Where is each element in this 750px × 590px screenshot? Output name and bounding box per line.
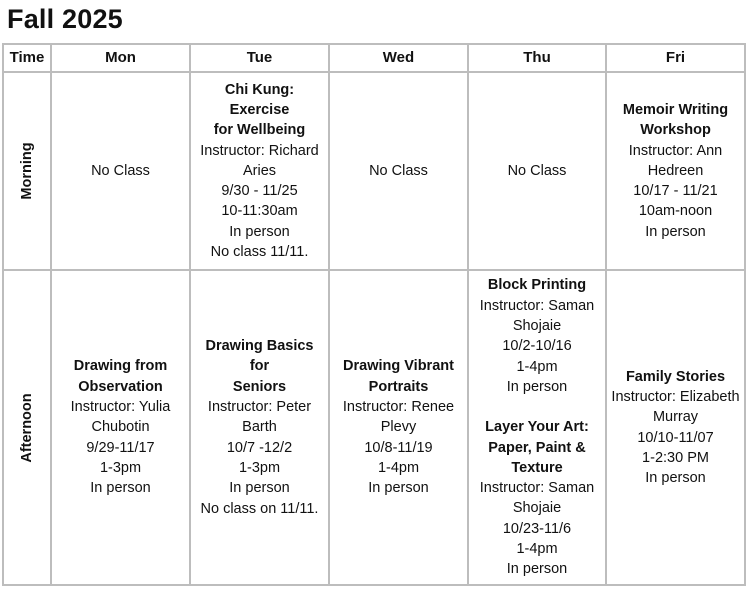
class-detail-line: In person xyxy=(229,223,290,240)
class-title-line: Chi Kung: Exercise xyxy=(224,81,295,118)
class-detail-line: In person xyxy=(368,480,429,497)
class-detail-line: Shojaie xyxy=(512,318,562,335)
time-label-morning: Morning xyxy=(18,142,35,200)
header-mon: Mon xyxy=(51,44,190,72)
class-block-printing xyxy=(473,275,601,397)
class-detail-line: In person xyxy=(229,480,290,497)
class-detail-line: 1-2:30 PM xyxy=(642,449,709,466)
class-detail-line: Instructor: Elizabeth xyxy=(611,388,740,405)
class-detail-line: 10/10-11/07 xyxy=(637,429,714,446)
class-detail-line: 10/2-10/16 xyxy=(502,338,572,355)
class-detail-line: 10-11:30am xyxy=(221,203,298,220)
cell-morning-fri xyxy=(606,72,745,270)
class-detail-line: 10/23-11/6 xyxy=(502,520,572,537)
time-label-cell xyxy=(3,270,51,585)
header-tue: Tue xyxy=(190,44,329,72)
class-layer-your-art xyxy=(473,417,601,579)
class-detail-line: 10/8-11/19 xyxy=(364,439,433,456)
class-detail-line: 1-4pm xyxy=(377,459,420,476)
cell-afternoon-wed xyxy=(329,270,468,585)
cell-afternoon-fri xyxy=(606,270,745,585)
class-title-line: Observation xyxy=(78,378,163,395)
class-title-line: Memoir Writing xyxy=(622,101,729,118)
header-thu: Thu xyxy=(468,44,606,72)
header-fri: Fri xyxy=(606,44,745,72)
row-morning xyxy=(3,72,745,270)
class-title-line: Seniors xyxy=(232,378,287,395)
class-title-line: Workshop xyxy=(640,122,711,139)
time-label-afternoon: Afternoon xyxy=(18,392,35,463)
class-title-line: Family Stories xyxy=(625,368,726,385)
class-title-line: Drawing Basics for xyxy=(205,338,314,375)
class-detail-line: Instructor: Richard xyxy=(200,142,319,159)
class-detail-line: 1-3pm xyxy=(99,459,142,476)
class-detail-line: Instructor: Peter xyxy=(207,399,312,416)
class-detail-line: Instructor: Yulia xyxy=(70,399,171,416)
class-detail-line: Plevy xyxy=(380,419,417,436)
class-title-line: Block Printing xyxy=(487,277,587,294)
cell-morning-wed: No Class xyxy=(329,72,468,270)
cell-afternoon-tue xyxy=(190,270,329,585)
schedule-table xyxy=(2,43,746,586)
class-detail-line: In person xyxy=(506,561,568,578)
class-title-line: Paper, Paint & xyxy=(488,439,586,456)
header-wed: Wed xyxy=(329,44,468,72)
class-title-line: for Wellbeing xyxy=(213,122,306,139)
class-detail-line: 1-4pm xyxy=(516,540,558,557)
cell-afternoon-thu xyxy=(468,270,606,585)
class-detail-line: No class 11/11. xyxy=(210,244,309,261)
class-detail-line: 10/17 - 11/21 xyxy=(633,183,718,200)
class-title-line: Portraits xyxy=(368,378,429,395)
class-detail-line: 1-4pm xyxy=(516,358,558,375)
class-detail-line: In person xyxy=(645,223,706,240)
class-detail-line: In person xyxy=(90,480,151,497)
class-detail-line: Chubotin xyxy=(91,419,150,436)
class-detail-line: Murray xyxy=(652,409,699,426)
cell-morning-mon: No Class xyxy=(51,72,190,270)
class-detail-line: Instructor: Saman xyxy=(479,297,595,314)
time-label-cell xyxy=(3,72,51,270)
class-detail-line: Instructor: Ann xyxy=(628,142,723,159)
class-detail-line: In person xyxy=(645,470,706,487)
class-detail-line: Aries xyxy=(242,162,277,179)
class-detail-line: 10/7 -12/2 xyxy=(226,439,293,456)
class-detail-line: 9/29-11/17 xyxy=(86,439,155,456)
class-title-line: Drawing from xyxy=(73,358,168,375)
class-detail-line: Instructor: Renee xyxy=(342,399,455,416)
class-title-line: Drawing Vibrant xyxy=(343,358,454,375)
class-detail-line: Instructor: Saman xyxy=(479,480,595,497)
cell-morning-thu: No Class xyxy=(468,72,606,270)
class-detail-line: In person xyxy=(506,378,568,395)
class-detail-line: No class on 11/11. xyxy=(200,500,319,517)
header-row xyxy=(3,44,745,72)
class-detail-line: Shojaie xyxy=(512,500,562,517)
class-detail-line: 1-3pm xyxy=(238,459,281,476)
page-title: Fall 2025 xyxy=(7,4,123,34)
class-detail-line: 9/30 - 11/25 xyxy=(221,183,298,200)
row-afternoon xyxy=(3,270,745,585)
cell-morning-tue xyxy=(190,72,329,270)
class-detail-line: Hedreen xyxy=(647,162,704,179)
class-title-line: Layer Your Art: xyxy=(485,419,589,436)
class-detail-line: Barth xyxy=(242,419,277,436)
header-time: Time xyxy=(3,44,51,72)
class-detail-line: 10am-noon xyxy=(638,203,713,220)
class-title-line: Texture xyxy=(511,459,563,476)
cell-afternoon-mon xyxy=(51,270,190,585)
